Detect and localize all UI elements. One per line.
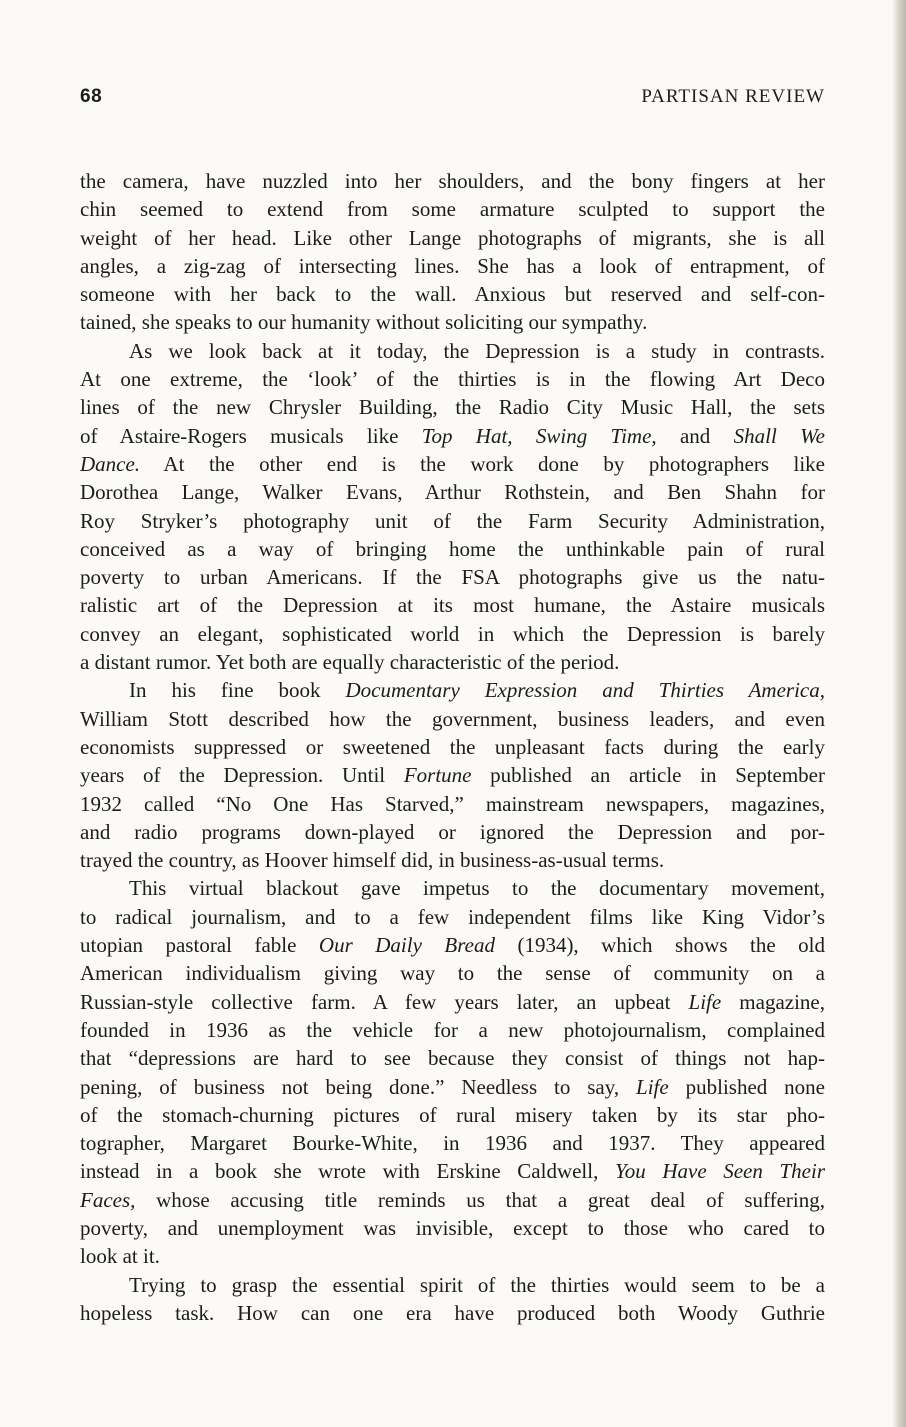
paragraph [80,874,825,1270]
text-run: In his fine book [129,678,346,703]
text-run: At the other end is the work done by photographers like [140,451,825,476]
text-run: William Stott described how the government, business leaders, and even [80,706,825,731]
text-line [80,705,825,733]
text-run: Russian-style collective farm. A few years later, an upbeat [80,989,689,1014]
text-line [80,478,825,506]
italic-title: Dance. [80,451,141,476]
text-run: (1934), which shows the old [494,933,825,958]
text-line [80,535,825,563]
text-run: founded in 1936 as the vehicle for a new photojournalism, complained [80,1017,825,1042]
text-line [80,620,825,648]
italic-title: Life [636,1074,669,1099]
text-line [80,252,825,280]
text-run: conceived as a way of bringing home the unthinkable pain of rural [80,536,825,561]
text-run: lines of the new Chrysler Building, the Radio City Music Hall, the sets [80,395,825,420]
text-line [80,1214,825,1242]
text-run: At one extreme, the ‘look’ of the thirties is in the flowing Art Deco [80,367,825,392]
text-line [80,1129,825,1157]
text-line [80,450,825,478]
text-run: As we look back at it today, the Depression is a study in contrasts. [129,338,825,363]
text-run: trayed the country, as Hoover himself did, in business-as-usual terms. [80,848,665,873]
text-line [80,1101,825,1129]
text-run: utopian pastoral fable [80,933,319,958]
text-run: and [656,423,734,448]
text-run: 1932 called “No One Has Starved,” mainstream newspapers, magazines, [80,791,825,816]
text-line [80,1271,825,1299]
paragraph [80,1271,825,1328]
text-line [80,308,825,336]
page-header [80,84,825,114]
italic-title: Documentary Expression and Thirties America, [345,678,825,703]
text-run: instead in a book she wrote with Erskine Caldwell, [80,1159,615,1184]
text-run: ralistic art of the Depression at its most humane, the Astaire musicals [80,593,825,618]
text-run: magazine, [721,989,825,1014]
text-line [80,1157,825,1185]
text-line [80,167,825,195]
article-body [80,167,825,1327]
text-line [80,790,825,818]
text-run: poverty to urban Americans. If the FSA photographs give us the natu- [80,565,825,590]
text-run: look at it. [80,1244,160,1269]
text-line [80,818,825,846]
text-line [80,676,825,704]
text-line [80,846,825,874]
text-run: Dorothea Lange, Walker Evans, Arthur Rothstein, and Ben Shahn for [80,480,825,505]
text-run: to radical journalism, and to a few independent films like King Vidor’s [80,904,825,929]
page-number: 68 [80,86,103,107]
text-line [80,761,825,789]
text-line [80,1299,825,1327]
text-line [80,1044,825,1072]
text-line [80,1016,825,1044]
italic-title: Shall We [733,423,825,448]
running-head: PARTISAN REVIEW [641,86,825,107]
text-line [80,365,825,393]
italic-title: You Have Seen Their [614,1159,825,1184]
paragraph [80,167,825,337]
text-run: and radio programs down-played or ignored the Depression and por- [80,819,825,844]
text-line [80,733,825,761]
text-run: poverty, and unemployment was invisible, except to those who cared to [80,1215,825,1240]
paragraph [80,337,825,677]
text-line [80,393,825,421]
text-line [80,1242,825,1270]
text-run: weight of her head. Like other Lange photographs of migrants, she is all [80,225,825,250]
text-run: that “depressions are hard to see because they consist of things not hap- [80,1046,825,1071]
italic-title: Fortune [403,763,472,788]
italic-title: Faces, [80,1187,136,1212]
text-line [80,563,825,591]
text-run: American individualism giving way to the sense of community on a [80,961,825,986]
text-run: years of the Depression. Until [80,763,404,788]
text-run: economists suppressed or sweetened the unpleasant facts during the early [80,734,825,759]
text-run: tained, she speaks to our humanity without soliciting our sympathy. [80,310,648,335]
text-line [80,988,825,1016]
text-line [80,903,825,931]
text-run: This virtual blackout gave impetus to the documentary movement, [129,876,825,901]
text-line [80,280,825,308]
text-line [80,1186,825,1214]
text-run: Roy Stryker’s photography unit of the Farm Security Administration, [80,508,825,533]
italic-title: Our Daily Bread [318,933,495,958]
text-run: angles, a zig-zag of intersecting lines. She has a look of entrapment, of [80,253,825,278]
text-line [80,591,825,619]
text-run: a distant rumor. Yet both are equally characteristic of the period. [80,650,620,675]
italic-title: Top Hat, Swing Time, [421,423,657,448]
text-run: chin seemed to extend from some armature sculpted to support the [80,197,825,222]
text-run: Trying to grasp the essential spirit of the thirties would seem to be a [129,1272,825,1297]
page-edge-shadow [892,0,906,1427]
italic-title: Life [688,989,722,1014]
text-run: tographer, Margaret Bourke-White, in 1936 and 1937. They appeared [80,1131,825,1156]
paragraph [80,676,825,874]
text-line [80,195,825,223]
text-run: of Astaire-Rogers musicals like [80,423,422,448]
text-run: whose accusing title reminds us that a great deal of suffering, [135,1187,825,1212]
text-line [80,931,825,959]
text-run: pening, of business not being done.” Needless to say, [80,1074,637,1099]
text-line [80,422,825,450]
text-line [80,874,825,902]
text-line [80,507,825,535]
text-run: published none [668,1074,825,1099]
text-run: convey an elegant, sophisticated world in which the Depression is barely [80,621,825,646]
text-run: the camera, have nuzzled into her shoulders, and the bony fingers at her [80,169,825,193]
text-run: published an article in September [471,763,825,788]
text-line [80,224,825,252]
text-line [80,1073,825,1101]
text-line [80,959,825,987]
text-run: someone with her back to the wall. Anxious but reserved and self-con- [80,282,825,307]
text-run: hopeless task. How can one era have produced both Woody Guthrie [80,1300,825,1325]
text-line [80,337,825,365]
text-line [80,648,825,676]
text-run: of the stomach-churning pictures of rural misery taken by its star pho- [80,1102,825,1127]
